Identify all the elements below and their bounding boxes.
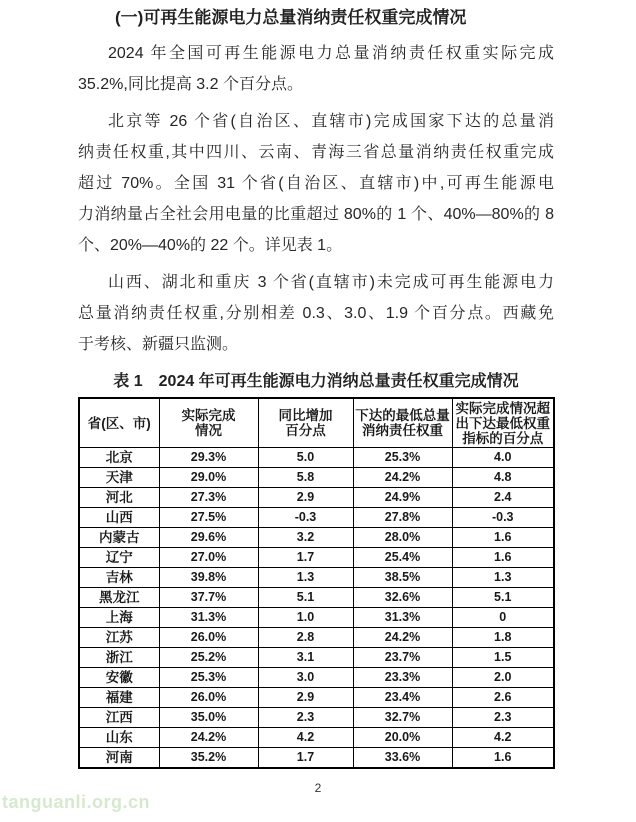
value-cell: 2.3 — [452, 708, 554, 728]
text-line: 力消纳量占全社会用电量的比重超过 80%的 1 个、40%—80%的 8 — [78, 206, 554, 223]
text-line: 35.2%,同比提高 3.2 个百分点。 — [78, 76, 303, 93]
table-header — [79, 398, 554, 448]
table-row — [79, 748, 554, 769]
province-cell: 河北 — [79, 488, 159, 508]
value-cell: 2.9 — [258, 688, 353, 708]
value-cell: 23.4% — [353, 688, 452, 708]
text-line: 超过 70%。全国 31 个省(自治区、直辖市)中,可再生能源电 — [78, 175, 554, 192]
value-cell: 1.0 — [258, 608, 353, 628]
text-line: 山西、湖北和重庆 3 个省(直辖市)未完成可再生能源电力 — [108, 274, 554, 291]
table-header-row — [79, 398, 554, 448]
province-cell: 吉林 — [79, 568, 159, 588]
table-row — [79, 508, 554, 528]
paragraph — [78, 38, 554, 100]
paragraph — [78, 106, 554, 261]
table-row — [79, 608, 554, 628]
value-cell: 24.2% — [353, 468, 452, 488]
value-cell: 31.3% — [159, 608, 258, 628]
value-cell: 3.1 — [258, 648, 353, 668]
value-cell: 4.0 — [452, 448, 554, 468]
value-cell: 35.2% — [159, 748, 258, 769]
province-cell: 江苏 — [79, 628, 159, 648]
value-cell: 1.7 — [258, 748, 353, 769]
value-cell: 31.3% — [353, 608, 452, 628]
value-cell: 1.3 — [258, 568, 353, 588]
province-cell: 福建 — [79, 688, 159, 708]
value-cell: 2.0 — [452, 668, 554, 688]
value-cell: 1.6 — [452, 748, 554, 769]
body-text — [78, 38, 554, 360]
province-cell: 黑龙江 — [79, 588, 159, 608]
value-cell: 27.8% — [353, 508, 452, 528]
column-header: 同比增加 百分点 — [258, 398, 353, 448]
table-row — [79, 468, 554, 488]
province-cell: 江西 — [79, 708, 159, 728]
value-cell: 24.2% — [353, 628, 452, 648]
table-row — [79, 648, 554, 668]
value-cell: 0 — [452, 608, 554, 628]
column-header: 实际完成情况超 出下达最低权重 指标的百分点 — [452, 398, 554, 448]
value-cell: 4.2 — [452, 728, 554, 748]
text-line: 2024 年全国可再生能源电力总量消纳责任权重实际完成 — [108, 45, 554, 62]
table-row — [79, 548, 554, 568]
province-cell: 山东 — [79, 728, 159, 748]
value-cell: 26.0% — [159, 628, 258, 648]
value-cell: 23.3% — [353, 668, 452, 688]
province-cell: 天津 — [79, 468, 159, 488]
table-row — [79, 728, 554, 748]
value-cell: 1.5 — [452, 648, 554, 668]
table-row — [79, 528, 554, 548]
value-cell: 4.2 — [258, 728, 353, 748]
value-cell: 2.4 — [452, 488, 554, 508]
table-row — [79, 568, 554, 588]
column-header: 省(区、市) — [79, 398, 159, 448]
value-cell: 1.3 — [452, 568, 554, 588]
value-cell: 27.0% — [159, 548, 258, 568]
value-cell: 29.3% — [159, 448, 258, 468]
value-cell: 33.6% — [353, 748, 452, 769]
value-cell: -0.3 — [258, 508, 353, 528]
table-row — [79, 668, 554, 688]
value-cell: 25.4% — [353, 548, 452, 568]
value-cell: 32.7% — [353, 708, 452, 728]
value-cell: 4.8 — [452, 468, 554, 488]
paragraph — [78, 267, 554, 360]
value-cell: 25.2% — [159, 648, 258, 668]
value-cell: 2.9 — [258, 488, 353, 508]
page-number: 2 — [314, 781, 322, 795]
table-row — [79, 588, 554, 608]
column-header: 下达的最低总量 消纳责任权重 — [353, 398, 452, 448]
value-cell: 5.1 — [258, 588, 353, 608]
text-line: 于考核、新疆只监测。 — [78, 336, 239, 353]
value-cell: 26.0% — [159, 688, 258, 708]
province-cell: 辽宁 — [79, 548, 159, 568]
value-cell: 25.3% — [353, 448, 452, 468]
value-cell: 2.6 — [452, 688, 554, 708]
text-line: 纳责任权重,其中四川、云南、青海三省总量消纳责任权重完成 — [78, 144, 554, 161]
value-cell: 1.6 — [452, 548, 554, 568]
province-cell: 安徽 — [79, 668, 159, 688]
value-cell: 27.5% — [159, 508, 258, 528]
value-cell: 32.6% — [353, 588, 452, 608]
table-row — [79, 628, 554, 648]
value-cell: 29.0% — [159, 468, 258, 488]
value-cell: 24.9% — [353, 488, 452, 508]
table-row — [79, 448, 554, 468]
value-cell: 39.8% — [159, 568, 258, 588]
value-cell: 1.7 — [258, 548, 353, 568]
province-cell: 北京 — [79, 448, 159, 468]
value-cell: 2.8 — [258, 628, 353, 648]
province-cell: 内蒙古 — [79, 528, 159, 548]
province-cell: 浙江 — [79, 648, 159, 668]
value-cell: 2.3 — [258, 708, 353, 728]
table-row — [79, 708, 554, 728]
table-title: 表 1 2024 年可再生能源电力消纳总量责任权重完成情况 — [113, 373, 519, 390]
province-cell: 山西 — [79, 508, 159, 528]
value-cell: 1.8 — [452, 628, 554, 648]
value-cell: 20.0% — [353, 728, 452, 748]
value-cell: 3.0 — [258, 668, 353, 688]
table-row — [79, 488, 554, 508]
value-cell: 37.7% — [159, 588, 258, 608]
value-cell: 28.0% — [353, 528, 452, 548]
province-cell: 上海 — [79, 608, 159, 628]
watermark: tanguanli.org.cn — [2, 792, 151, 812]
text-line: 总量消纳责任权重,分别相差 0.3、3.0、1.9 个百分点。西藏免 — [78, 305, 554, 322]
value-cell: 3.2 — [258, 528, 353, 548]
value-cell: 29.6% — [159, 528, 258, 548]
value-cell: 5.8 — [258, 468, 353, 488]
column-header: 实际完成 情况 — [159, 398, 258, 448]
value-cell: 35.0% — [159, 708, 258, 728]
value-cell: 24.2% — [159, 728, 258, 748]
text-line: 个、20%—40%的 22 个。详见表 1。 — [78, 237, 343, 254]
table-body — [79, 448, 554, 769]
value-cell: -0.3 — [452, 508, 554, 528]
value-cell: 5.1 — [452, 588, 554, 608]
data-table — [78, 397, 555, 769]
value-cell: 23.7% — [353, 648, 452, 668]
value-cell: 38.5% — [353, 568, 452, 588]
province-cell: 河南 — [79, 748, 159, 769]
table-row — [79, 688, 554, 708]
document-content — [78, 2, 554, 769]
value-cell: 27.3% — [159, 488, 258, 508]
value-cell: 1.6 — [452, 528, 554, 548]
value-cell: 5.0 — [258, 448, 353, 468]
section-heading: (一)可再生能源电力总量消纳责任权重完成情况 — [115, 8, 467, 27]
text-line: 北京等 26 个省(自治区、直辖市)完成国家下达的总量消 — [108, 113, 554, 130]
value-cell: 25.3% — [159, 668, 258, 688]
